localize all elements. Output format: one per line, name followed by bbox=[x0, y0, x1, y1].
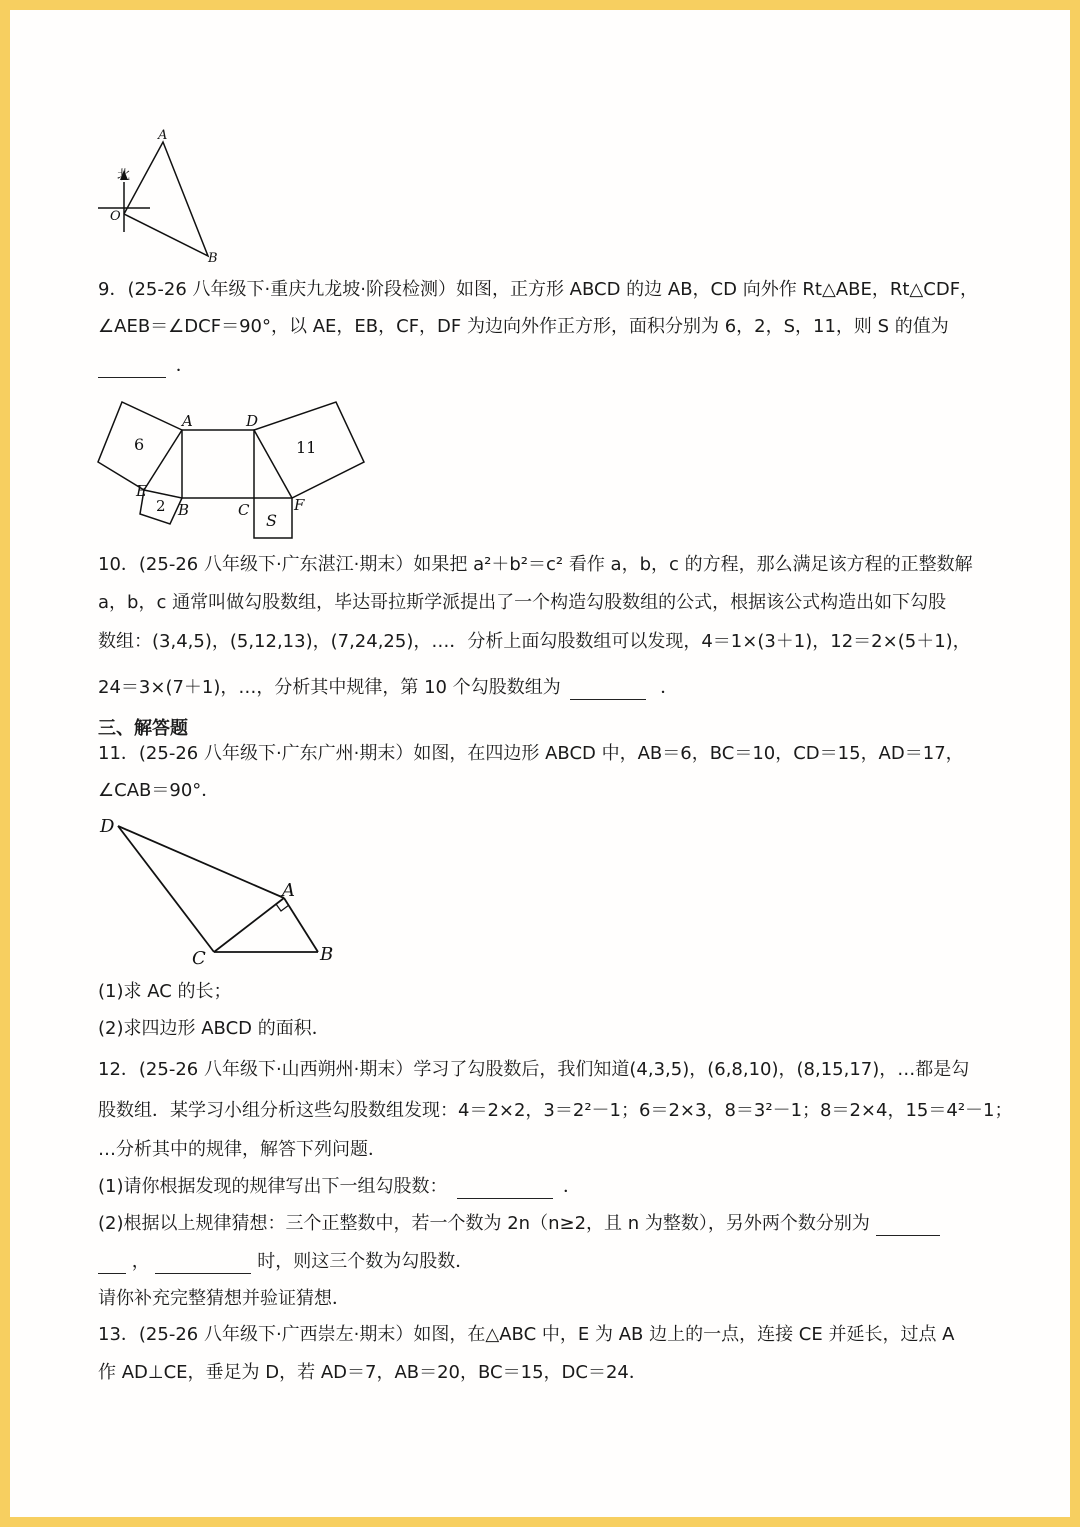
q12-sub-2b bbox=[98, 1250, 473, 1274]
q12-line-3: …分析其中的规律，解答下列问题． bbox=[98, 1139, 386, 1160]
sq-area-2: 2 bbox=[156, 497, 166, 515]
quad-c-label: C bbox=[192, 948, 206, 969]
q10-line-4 bbox=[98, 676, 678, 700]
q10-line-4-text: 24＝3×(7＋1)，…，分析其中规律，第 10 个勾股数组为 bbox=[98, 677, 561, 698]
sq-f-label: F bbox=[294, 496, 305, 514]
q12-sub-2a-text: (2)根据以上规律猜想：三个正整数中，若一个数为 2n（n≥2，且 n 为整数），另外两个数分别为 bbox=[98, 1213, 870, 1234]
quad-d-label: D bbox=[100, 816, 115, 837]
squares-figure bbox=[94, 398, 369, 546]
q10-line-3: 数组：(3,4,5)，(5,12,13)，(7,24,25)，…．分析上面勾股数组可以发现，4＝1×(3＋1)，12＝2×(5＋1)， bbox=[98, 631, 971, 652]
q10-answer-blank bbox=[570, 681, 646, 700]
q12-line-1: 12．(25-26 八年级下·山西朔州·期末）学习了勾股数后，我们知道(4,3,5)，(6,8,10)，(8,15,17)，…都是勾 bbox=[98, 1059, 970, 1080]
quadrilateral-figure bbox=[96, 812, 346, 972]
q12-line-2: 股数组．某学习小组分析这些勾股数组发现：4＝2×2，3＝2²－1；6＝2×3，8＝3²－1；8＝2×4，15＝4²－1； bbox=[98, 1100, 1013, 1121]
q13-line-1: 13．(25-26 八年级下·广西崇左·期末）如图，在△ABC 中，E 为 AB 边上的一点，连接 CE 并延长，过点 A bbox=[98, 1324, 955, 1345]
point-b-label: B bbox=[208, 251, 218, 266]
sq-d-label: D bbox=[246, 412, 259, 430]
sq-area-s: S bbox=[266, 511, 277, 530]
q10-line-4-end: ． bbox=[660, 677, 679, 698]
sq-area-11: 11 bbox=[296, 438, 317, 457]
compass-triangle-figure bbox=[90, 122, 240, 267]
q9-answer-blank bbox=[98, 359, 166, 378]
section-3-title: 三、解答题 bbox=[98, 718, 188, 739]
quad-b-label: B bbox=[320, 944, 334, 965]
q12-sub-2b-end: 时，则这三个数为勾股数． bbox=[257, 1251, 474, 1272]
q9-line-3-end: ． bbox=[175, 355, 194, 376]
q9-line-2: ∠AEB＝∠DCF＝90°，以 AE，EB，CF，DF 为边向外作正方形，面积分别为 6，2，S，11，则 S 的值为 bbox=[98, 316, 949, 337]
q9-line-3 bbox=[98, 354, 194, 378]
q12-sub-1-end: ． bbox=[562, 1176, 581, 1197]
q12-sub-2b-sep: ， bbox=[131, 1251, 150, 1272]
q13-line-2: 作 AD⊥CE，垂足为 D，若 AD＝7，AB＝20，BC＝15，DC＝24． bbox=[98, 1362, 647, 1383]
quad-a-label: A bbox=[282, 880, 295, 901]
point-a-label: A bbox=[158, 128, 168, 143]
q12-sub-3: 请你补充完整猜想并验证猜想． bbox=[98, 1288, 350, 1309]
sq-a-label: A bbox=[182, 412, 193, 430]
q10-line-1: 10．(25-26 八年级下·广东湛江·期末）如果把 a²＋b²＝c² 看作 a，b，c 的方程，那么满足该方程的正整数解 bbox=[98, 554, 973, 575]
q11-line-2: ∠CAB＝90°． bbox=[98, 780, 220, 801]
north-label: 北 bbox=[117, 168, 131, 183]
sq-c-label: C bbox=[238, 501, 250, 519]
sq-area-6: 6 bbox=[134, 435, 145, 454]
q10-line-2: a，b，c 通常叫做勾股数组，毕达哥拉斯学派提出了一个构造勾股数组的公式，根据该公式构造出如下勾股 bbox=[98, 592, 947, 613]
point-o-label: O bbox=[110, 209, 121, 224]
q12-sub-2-blank-b bbox=[155, 1255, 251, 1274]
q12-sub-2-blank-a1 bbox=[876, 1217, 940, 1236]
q11-sub-2: (2)求四边形 ABCD 的面积． bbox=[98, 1018, 330, 1039]
q11-sub-1: (1)求 AC 的长； bbox=[98, 981, 232, 1002]
q12-sub-2a bbox=[98, 1212, 940, 1236]
q12-sub-2-blank-a2 bbox=[98, 1255, 126, 1274]
q9-line-1: 9．(25-26 八年级下·重庆九龙坡·阶段检测）如图，正方形 ABCD 的边 AB，CD 向外作 Rt△ABE，Rt△CDF， bbox=[98, 279, 979, 300]
q12-sub-1-blank bbox=[457, 1180, 553, 1199]
q11-line-1: 11．(25-26 八年级下·广东广州·期末）如图，在四边形 ABCD 中，AB＝6，BC＝10，CD＝15，AD＝17， bbox=[98, 743, 964, 764]
sq-e-label: E bbox=[136, 482, 147, 500]
sq-b-label: B bbox=[178, 501, 190, 519]
q12-sub-1-text: (1)请你根据发现的规律写出下一组勾股数： bbox=[98, 1176, 448, 1197]
q12-sub-1 bbox=[98, 1175, 581, 1199]
